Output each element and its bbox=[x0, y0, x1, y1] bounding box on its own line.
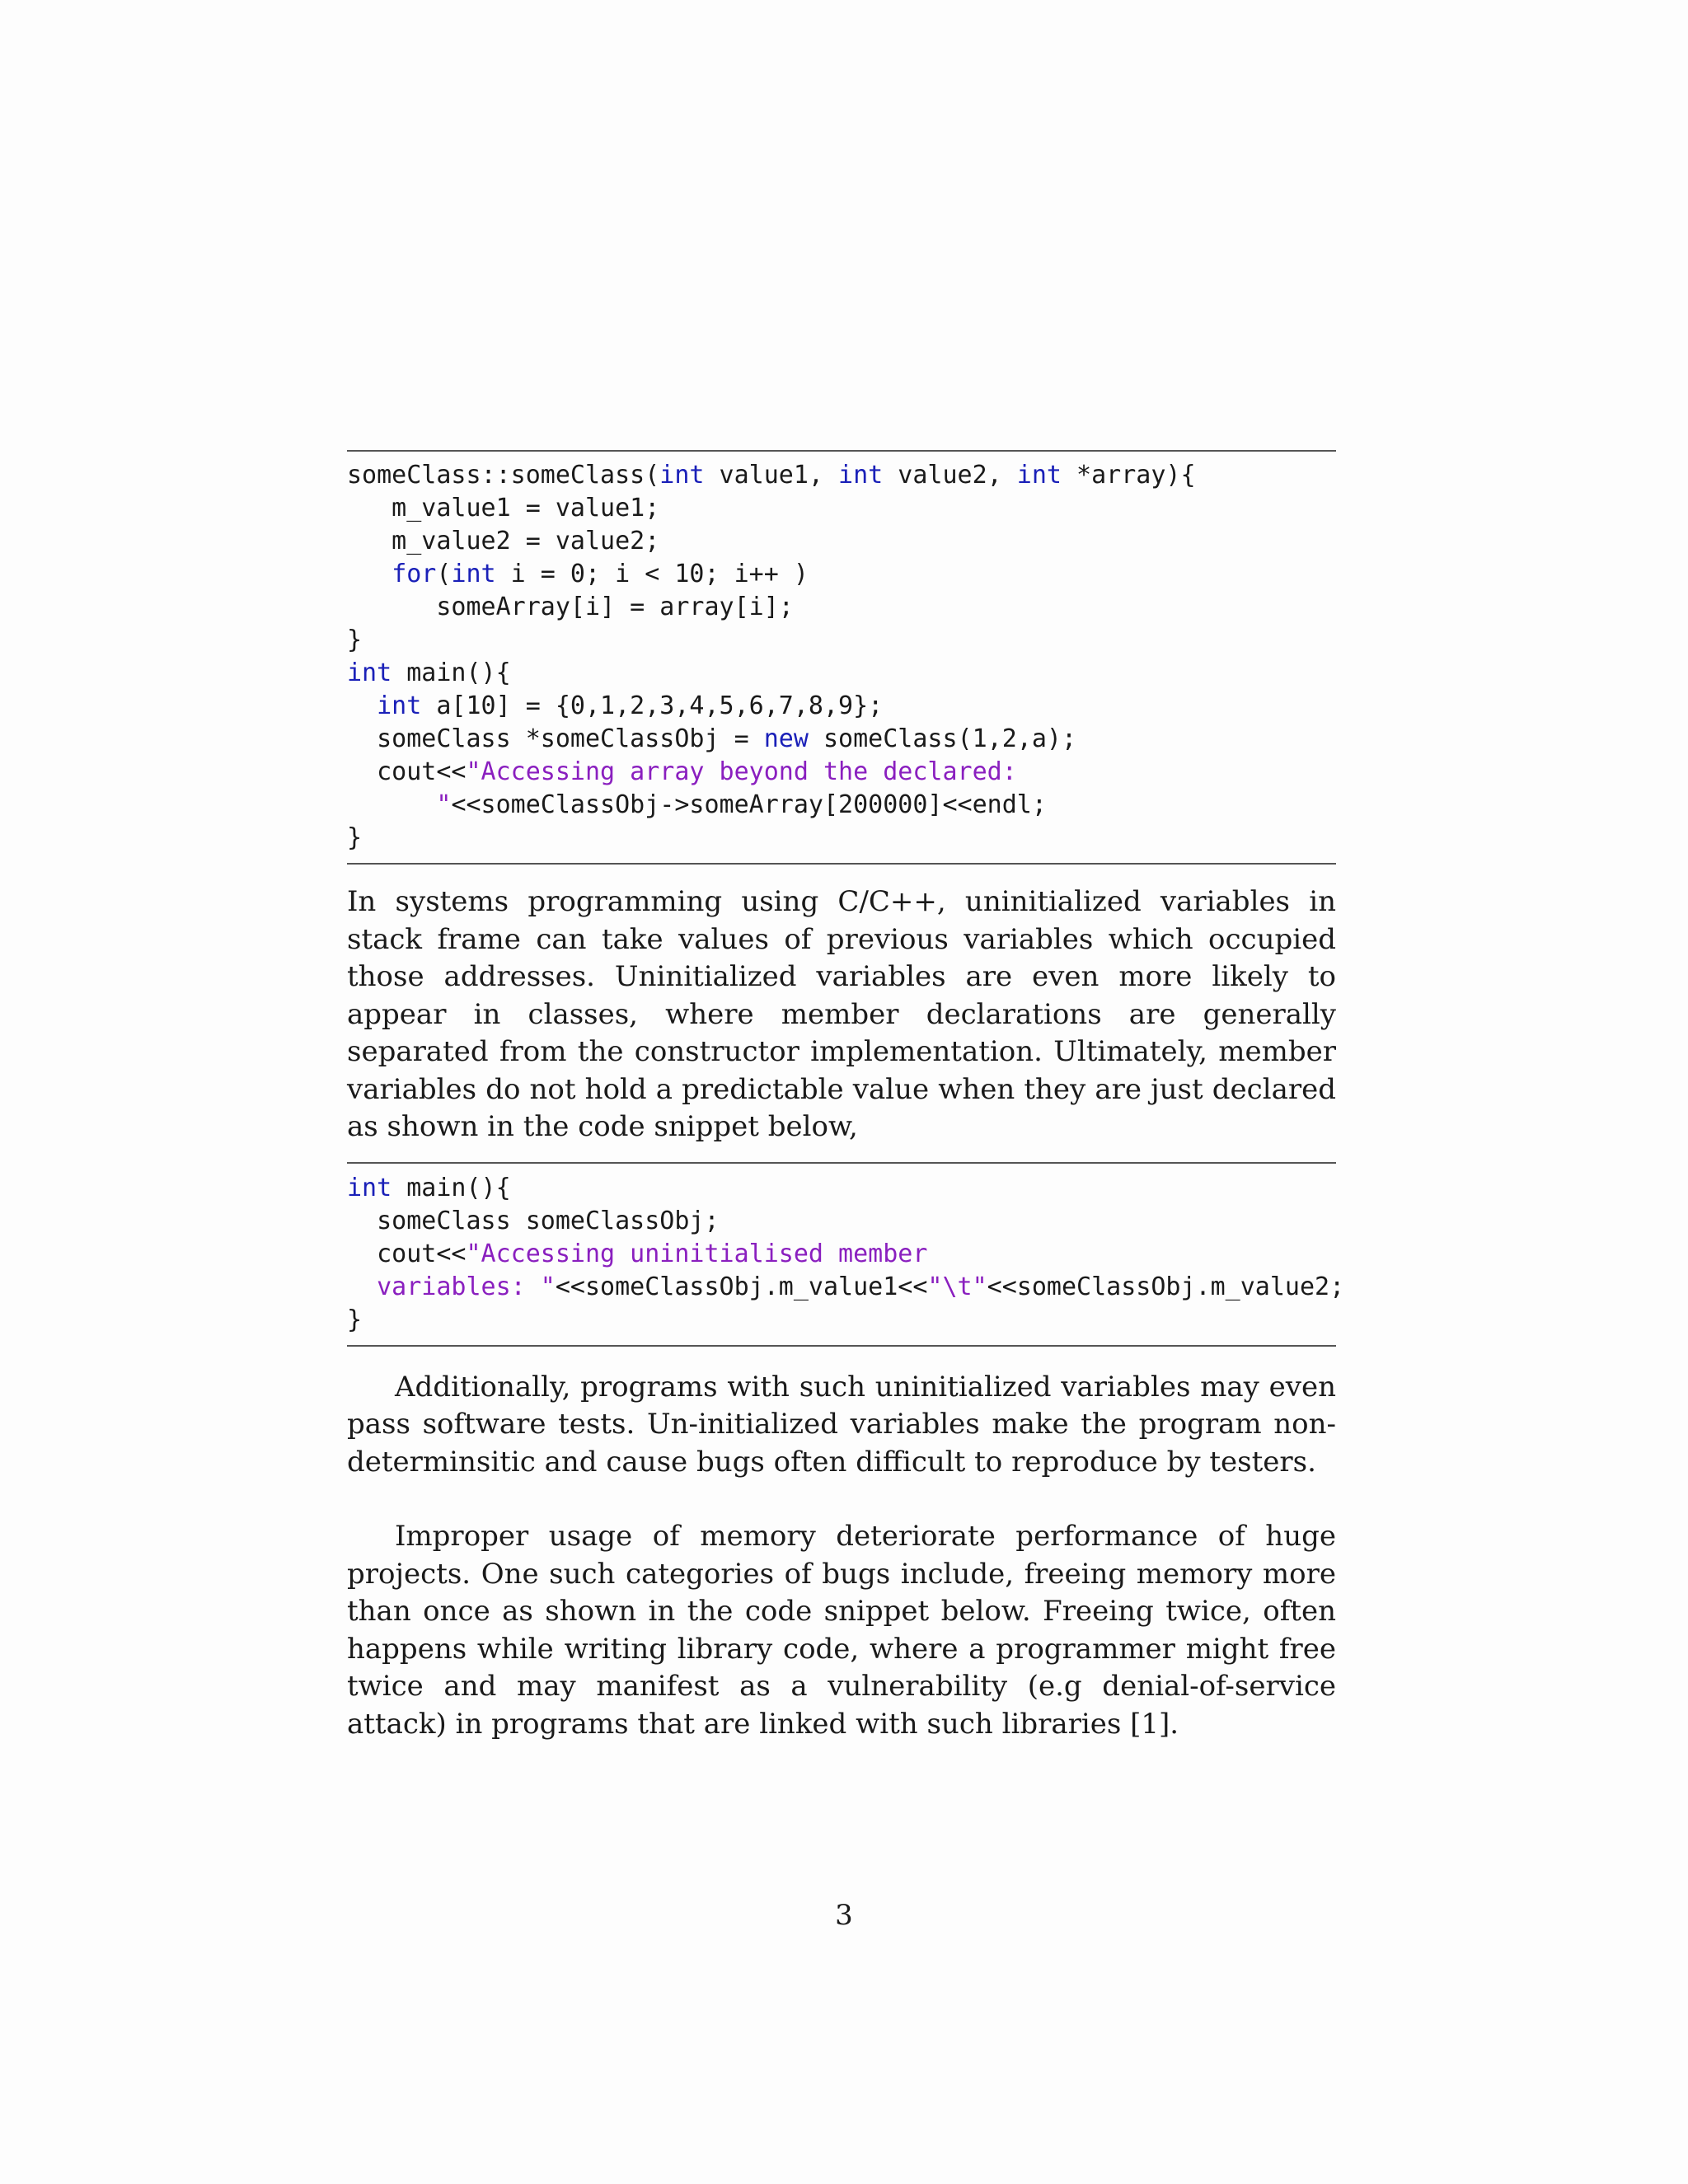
code-line bbox=[347, 1271, 1345, 1304]
code-text: m_value1 = value1; bbox=[347, 494, 660, 523]
code-text: someClass someClassObj; bbox=[347, 1206, 720, 1235]
code-text: someClass(1,2,a); bbox=[808, 724, 1077, 753]
code-text: <<someClassObj.m_value2; bbox=[987, 1272, 1345, 1301]
code-string: "Accessing uninitialised member bbox=[466, 1239, 928, 1268]
code-text: <<someClassObj->someArray[200000]<<endl; bbox=[451, 790, 1047, 819]
code-string: " bbox=[436, 790, 452, 819]
paragraph-software-tests: Additionally, programs with such uninitialized variables may even pass software tests. Un-initialized variables make the program non-determinsitic and cause bugs often difficult to reproduce by testers. bbox=[347, 1370, 1336, 1479]
code-string bbox=[347, 790, 436, 819]
code-line bbox=[347, 723, 1336, 756]
code-string: "Accessing array beyond the declared: bbox=[466, 757, 1017, 786]
code-text: <<someClassObj.m_value1<< bbox=[555, 1272, 928, 1301]
code-line bbox=[347, 492, 1336, 525]
code-block-1-bottom-rule bbox=[347, 863, 1336, 865]
code-text bbox=[347, 560, 392, 588]
code-keyword: int bbox=[347, 658, 392, 687]
code-keyword: int bbox=[659, 461, 705, 490]
code-line bbox=[347, 624, 1336, 657]
paragraph-double-free: Improper usage of memory deteriorate performance of huge projects. One such categories of bugs include, freeing memory more than once as shown in the code snippet below. Freeing twice, often happens while writing library code, where a programmer might free twice and may manifest as a vulnerability (e.g denial-of-service attack) in programs that are linked with such libraries [1]. bbox=[347, 1520, 1336, 1741]
code-block-2 bbox=[347, 1164, 1345, 1345]
code-keyword: int bbox=[347, 1173, 392, 1202]
code-line bbox=[347, 1304, 1336, 1337]
code-string: "\t" bbox=[927, 1272, 987, 1301]
code-text: someArray[i] = array[i]; bbox=[347, 593, 794, 621]
code-keyword: int bbox=[377, 691, 422, 720]
code-text bbox=[347, 691, 377, 720]
code-string: variables: " bbox=[377, 1272, 556, 1301]
code-text bbox=[347, 1272, 377, 1301]
code-text: } bbox=[347, 1305, 363, 1334]
code-line bbox=[347, 525, 1336, 558]
page-content bbox=[347, 450, 1345, 1743]
code-text: main(){ bbox=[392, 658, 511, 687]
code-keyword: new bbox=[763, 724, 809, 753]
code-line bbox=[347, 1205, 1336, 1238]
code-keyword: for bbox=[392, 560, 437, 588]
page-number: 3 bbox=[835, 1899, 853, 1932]
code-text: } bbox=[347, 626, 363, 654]
code-keyword: int bbox=[451, 560, 496, 588]
code-line bbox=[347, 591, 1336, 624]
code-line bbox=[347, 558, 1336, 591]
code-keyword: int bbox=[838, 461, 884, 490]
code-text: m_value2 = value2; bbox=[347, 527, 660, 555]
code-line bbox=[347, 690, 1336, 723]
code-line bbox=[347, 1172, 1336, 1205]
code-line bbox=[347, 1238, 1336, 1271]
code-text: cout<< bbox=[347, 1239, 467, 1268]
code-block-1 bbox=[347, 452, 1336, 863]
code-text: cout<< bbox=[347, 757, 467, 786]
code-text: } bbox=[347, 823, 363, 852]
code-line bbox=[347, 756, 1336, 789]
code-text: a[10] = {0,1,2,3,4,5,6,7,8,9}; bbox=[421, 691, 884, 720]
code-text: main(){ bbox=[392, 1173, 511, 1202]
code-block-2-bottom-rule bbox=[347, 1345, 1336, 1347]
paragraph-uninitialized-variables: In systems programming using C/C++, uninitialized variables in stack frame can take values of previous variables which occupied those addresses. Uninitialized variables are even more likely to appear in classes, where member declarations are generally separated from the constructor implementation. Ultimately, member variables do not hold a predictable value when they are just declared as shown in the code snippet below, bbox=[347, 885, 1336, 1143]
code-line bbox=[347, 789, 1336, 822]
code-text: someClass *someClassObj = bbox=[347, 724, 764, 753]
code-text: value1, bbox=[704, 461, 839, 490]
code-line bbox=[347, 657, 1336, 690]
code-text: *array){ bbox=[1061, 461, 1196, 490]
code-line bbox=[347, 822, 1336, 855]
code-keyword: int bbox=[1016, 461, 1062, 490]
code-text: value2, bbox=[883, 461, 1017, 490]
code-text: ( bbox=[436, 560, 452, 588]
code-text: i = 0; i < 10; i++ ) bbox=[495, 560, 809, 588]
code-line bbox=[347, 459, 1336, 492]
code-text: someClass::someClass( bbox=[347, 461, 660, 490]
